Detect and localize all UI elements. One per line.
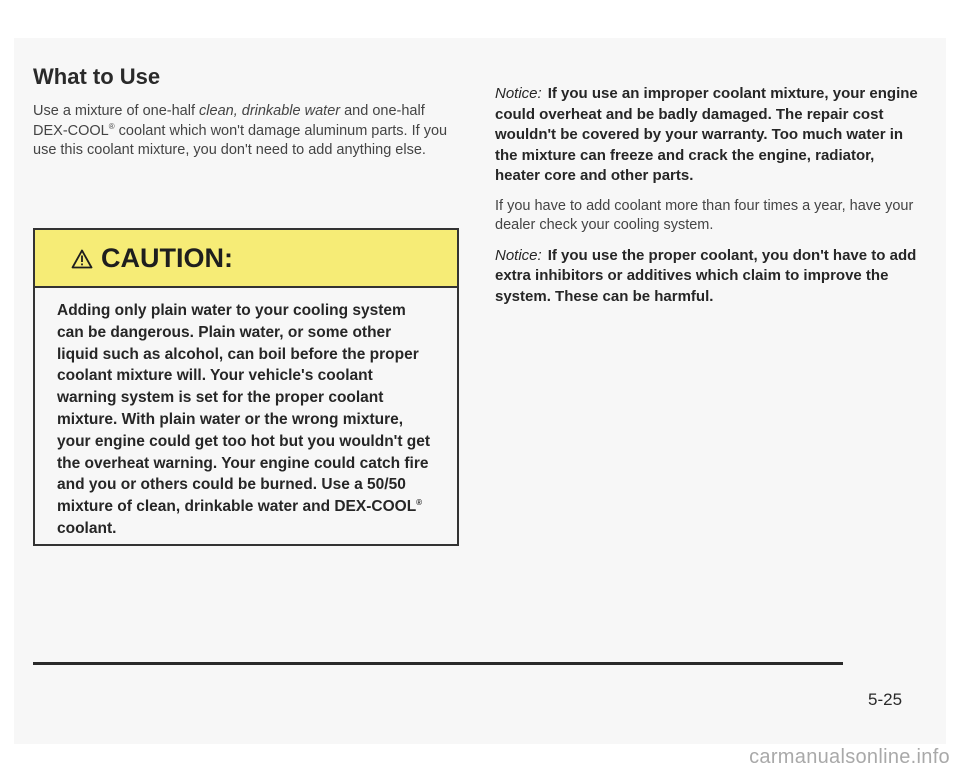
footer-rule	[33, 662, 843, 665]
notice-improper-mixture: Notice: If you use an improper coolant mixture, your engine could overheat and be badly damaged. The repair cost wouldn't be covered by your warranty. Too much water in the mixture can freeze and crack the engine, radiator, heater core and other parts.	[495, 85, 918, 184]
notice-proper-coolant: Notice: If you use the proper coolant, you don't have to add extra inhibitors or additives which claim to improve the system. These can be harmful.	[495, 246, 917, 305]
dealer-check-paragraph: If you have to add coolant more than four times a year, have your dealer check your cooling system.	[495, 197, 914, 233]
warning-triangle-icon	[71, 249, 93, 269]
notice-label: Notice:	[495, 246, 542, 264]
right-column	[495, 84, 920, 317]
notice-label: Notice:	[495, 85, 542, 102]
caution-header	[35, 230, 457, 288]
intro-emphasis: clean, drinkable water	[199, 103, 341, 119]
section-heading: What to Use	[33, 64, 161, 89]
watermark-text: carmanualsonline.info	[749, 746, 950, 768]
caution-title: CAUTION:	[101, 242, 233, 273]
page-number: 5-25	[868, 690, 903, 709]
caution-box	[33, 228, 459, 546]
intro-paragraph: Use a mixture of one-half clean, drinkable water and one-half DEX-COOL® coolant which won't damage aluminum parts. If you use this coolant mixture, you don't need to add anything else.	[33, 103, 448, 158]
caution-text: Adding only plain water to your cooling system can be dangerous. Plain water, or some other liquid such as alcohol, can boil before the proper coolant mixture will. Your vehicle's coolant warning system is set for the proper coolant mixture. With plain water or the wrong mixture, your engine could get too hot but you wouldn't get the overheat warning. Your engine could catch fire and you or others could be burned. Use a 50/50 mixture of clean, drinkable water and DEX-COOL® coolant.	[57, 302, 431, 537]
